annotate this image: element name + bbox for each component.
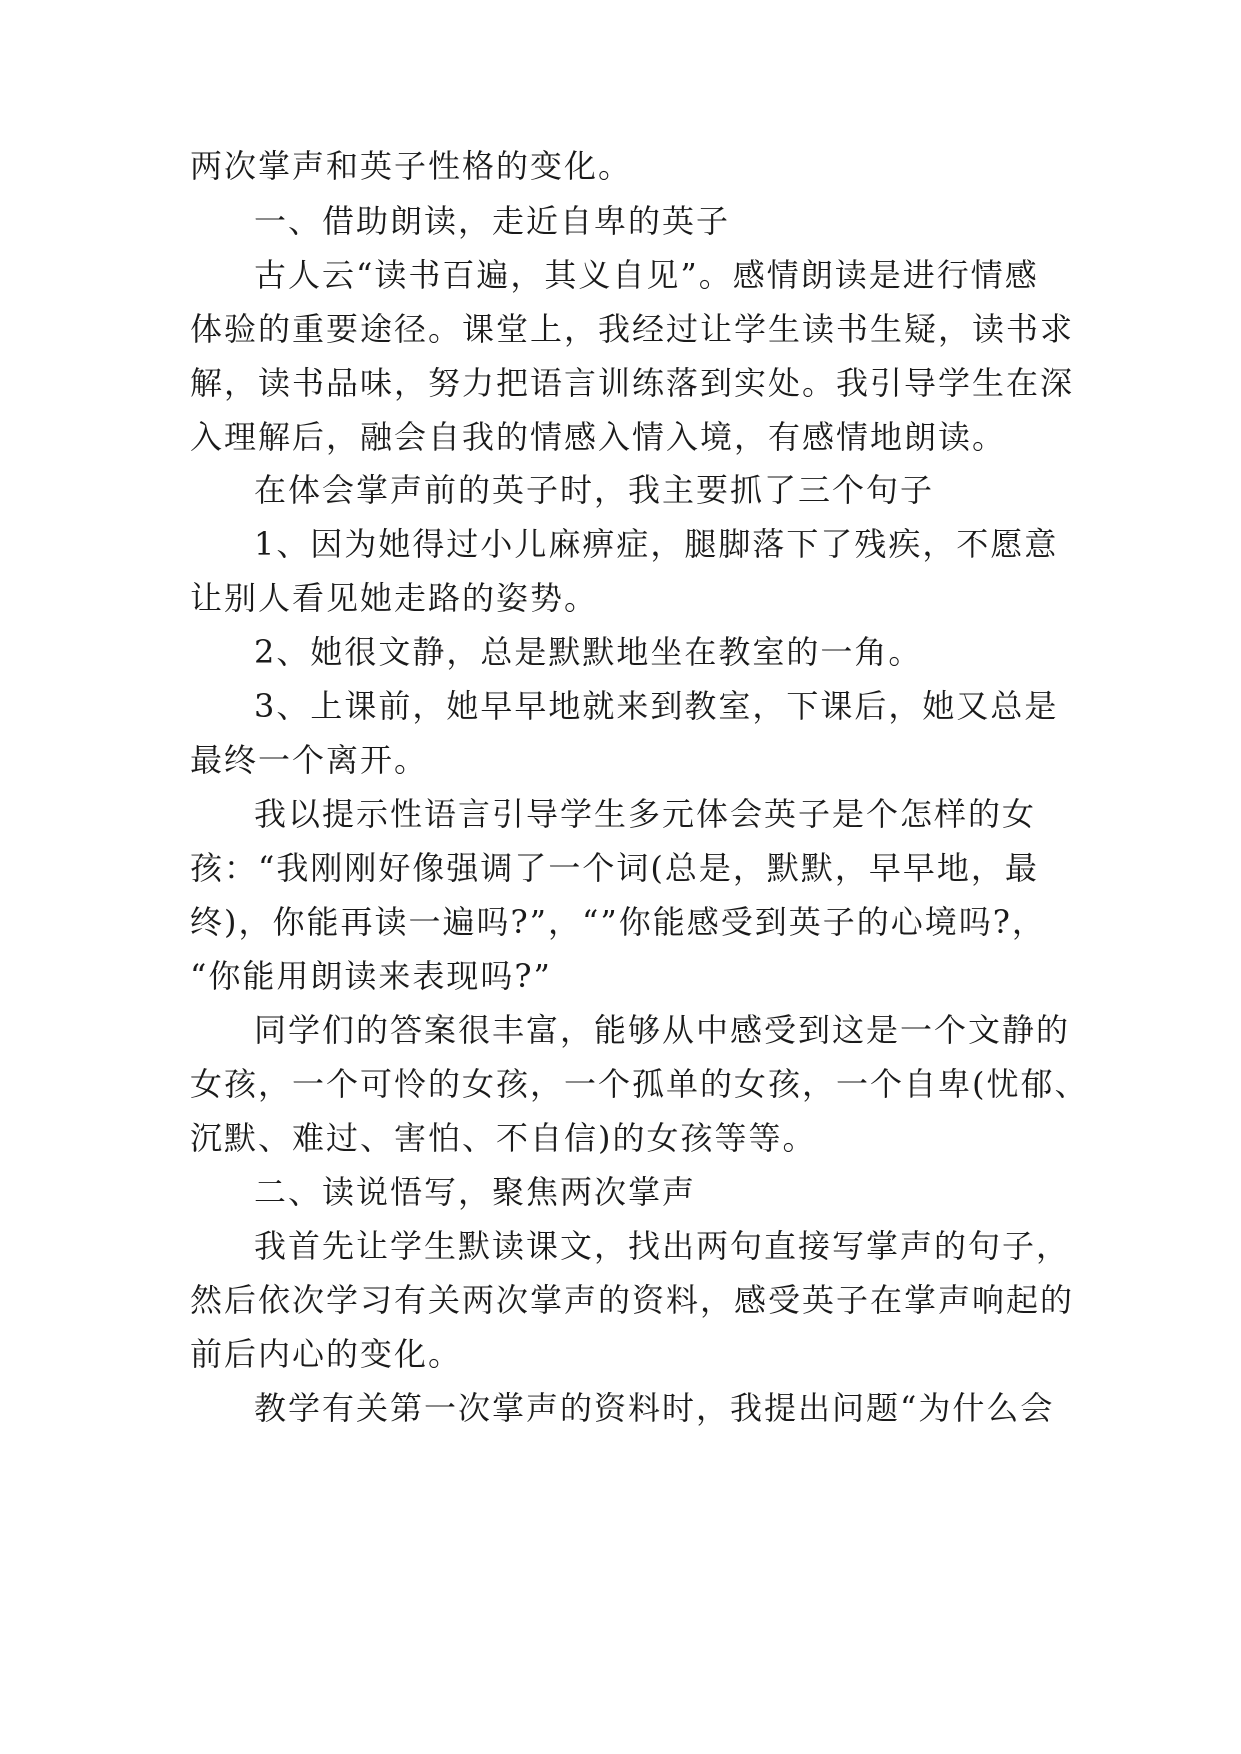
text-line: 沉默、难过、害怕、不自信)的女孩等等。 bbox=[190, 1119, 817, 1157]
text-line: 古人云“读书百遍，其义自见”。感情朗读是进行情感 bbox=[254, 256, 1039, 294]
text-line: 在体会掌声前的英子时，我主要抓了三个句子 bbox=[254, 471, 935, 509]
text-line: 然后依次学习有关两次掌声的资料，感受英子在掌声响起的 bbox=[190, 1281, 1075, 1319]
section-heading: 一、借助朗读，走近自卑的英子 bbox=[254, 202, 731, 240]
list-item: 3、上课前，她早早地就来到教室，下课后，她又总是 bbox=[254, 687, 1059, 725]
text-line: 最终一个离开。 bbox=[190, 741, 429, 779]
text-line: 入理解后，融会自我的情感入情入境，有感情地朗读。 bbox=[190, 418, 1007, 456]
list-item: 2、她很文静，总是默默地坐在教室的一角。 bbox=[254, 633, 923, 671]
text-line: 孩：“我刚刚好像强调了一个词(总是，默默，早早地，最 bbox=[190, 849, 1039, 887]
text-line: 两次掌声和英子性格的变化。 bbox=[190, 147, 633, 185]
text-line: 前后内心的变化。 bbox=[190, 1335, 463, 1373]
text-line: 让别人看见她走路的姿势。 bbox=[190, 579, 599, 617]
section-heading: 二、读说悟写，聚焦两次掌声 bbox=[254, 1173, 697, 1211]
text-line: 我首先让学生默读课文，找出两句直接写掌声的句子， bbox=[254, 1227, 1071, 1265]
list-item: 1、因为她得过小儿麻痹症，腿脚落下了残疾，不愿意 bbox=[254, 525, 1059, 563]
text-line: 解，读书品味，努力把语言训练落到实处。我引导学生在深 bbox=[190, 364, 1075, 402]
text-line: 女孩，一个可怜的女孩，一个孤单的女孩，一个自卑(忧郁、 bbox=[190, 1065, 1089, 1103]
text-line: 终)，你能再读一遍吗?”，“”你能感受到英子的心境吗?， bbox=[190, 903, 1046, 941]
text-line: 教学有关第一次掌声的资料时，我提出问题“为什么会 bbox=[254, 1389, 1055, 1427]
text-line: “你能用朗读来表现吗?” bbox=[190, 957, 552, 995]
text-line: 体验的重要途径。课堂上，我经过让学生读书生疑，读书求 bbox=[190, 310, 1075, 348]
text-line: 同学们的答案很丰富，能够从中感受到这是一个文静的 bbox=[254, 1011, 1071, 1049]
text-line: 我以提示性语言引导学生多元体会英子是个怎样的女 bbox=[254, 795, 1037, 833]
